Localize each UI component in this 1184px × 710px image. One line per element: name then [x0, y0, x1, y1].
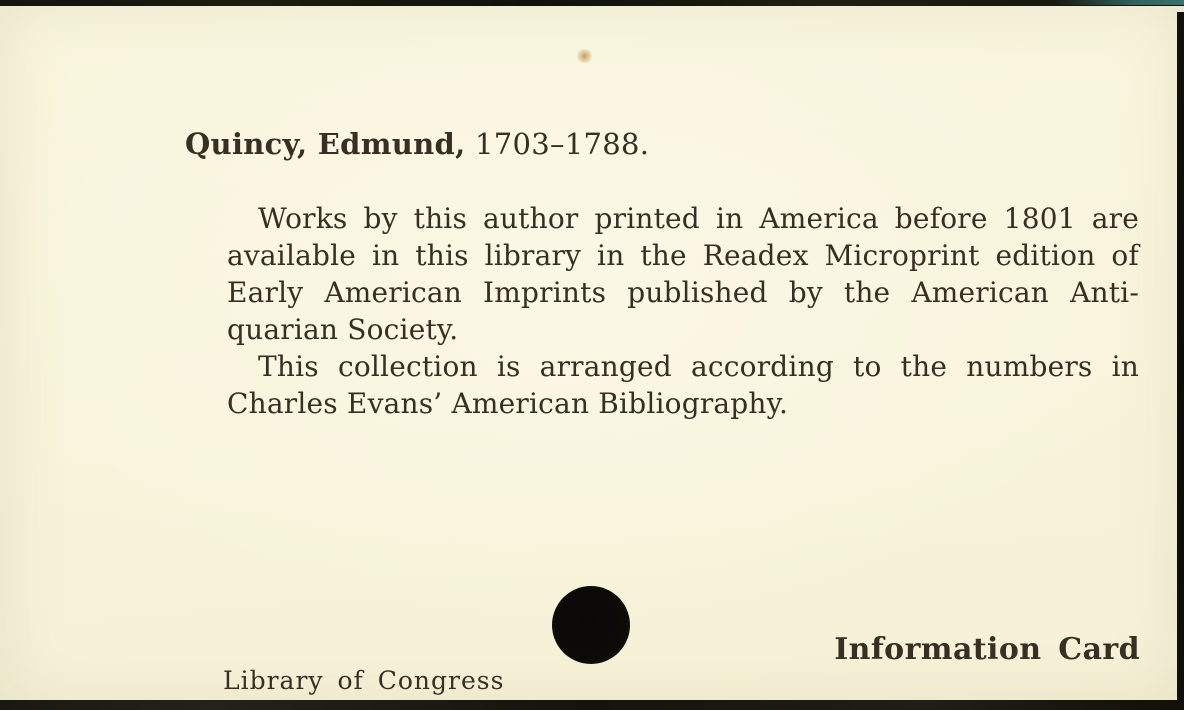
body-line-5: This collection is arranged according to the numbers in — [258, 350, 1139, 383]
scan-edge-top-teal-tint — [1054, 0, 1184, 5]
scan-edge-top — [0, 0, 1184, 6]
body-line-6: Charles Evans’ American Bibliography. — [227, 387, 789, 420]
scan-edge-bottom — [0, 700, 1184, 710]
body-line-4: quarian Society. — [227, 313, 459, 346]
card-body — [227, 200, 1139, 422]
paper-stain-speck — [576, 49, 593, 63]
body-line-1: Works by this author printed in America before 1801 are — [258, 202, 1139, 235]
body-line-3: Early American Imprints published by the American Anti- — [227, 276, 1139, 309]
hole-punch — [552, 586, 630, 664]
body-line-2: available in this library in the Readex Microprint edition of — [227, 239, 1139, 272]
author-name: Quincy, Edmund, — [185, 127, 466, 161]
information-card-label: Information Card — [834, 632, 1140, 667]
author-dates: 1703–1788. — [465, 127, 650, 161]
card-heading — [185, 124, 649, 164]
library-of-congress-label: Library of Congress — [223, 666, 505, 695]
scan-edge-right — [1177, 12, 1184, 710]
